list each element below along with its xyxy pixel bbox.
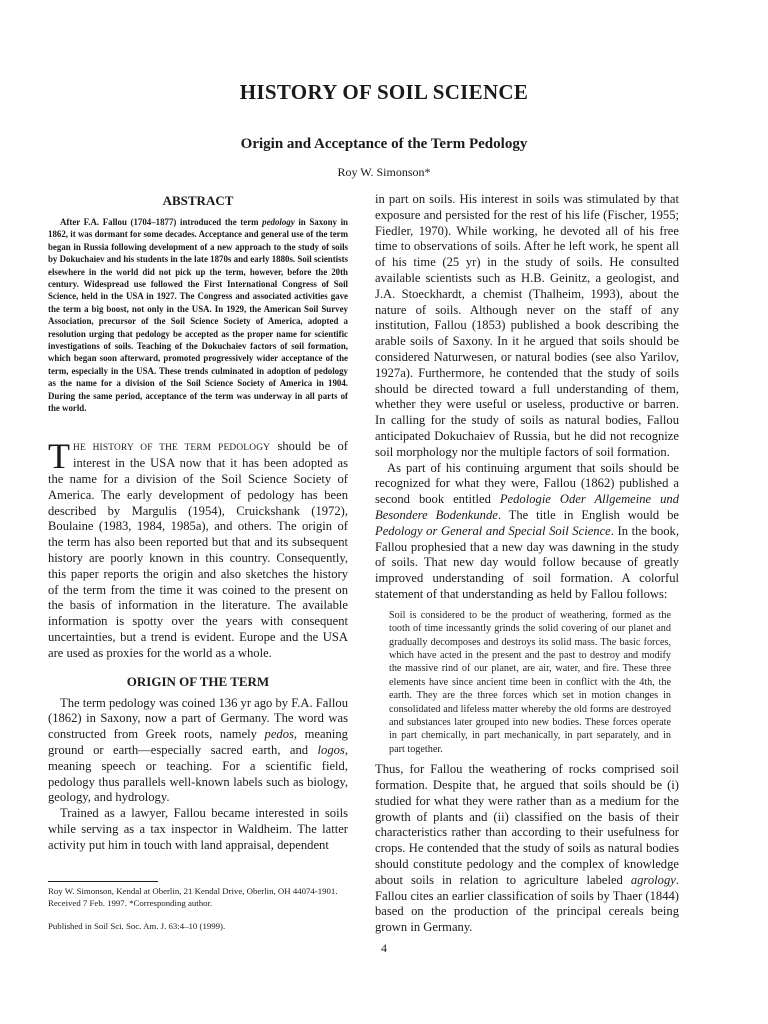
intro-lead-smallcaps: HE HISTORY OF THE TERM PEDOLOGY — [73, 442, 271, 453]
origin-paragraph-1 — [48, 696, 348, 807]
footnote-affiliation: Roy W. Simonson, Kendal at Oberlin, 21 Kendal Drive, Oberlin, OH 44074-1901. Received 7 Feb. 1997. *Corresponding author. — [48, 886, 338, 908]
paragraph-text: Thus, for Fallou the weathering of rocks comprised soil formation. Despite that, he argued that soils should be (i) studied for what they were rather than as a medium for the growth of plants and (ii) classified on the basis of their characteristics rather than according to their usefulness for crops. He contended that the study of soils as natural bodies should constitute pedology and the complex of knowledge about soils in relation to agriculture labeled — [375, 762, 679, 887]
drop-cap: T — [48, 435, 70, 476]
footnote-divider — [48, 881, 158, 882]
right-paragraph-1: in part on soils. His interest in soils was stimulated by that exposure and persisted for the rest of his life (Fischer, 1955; Fiedler, 1970). While working, he devoted all of his free time to observations of soils. After he left work, he spent all of his time (25 yr) in the study of soils. He consulted available scientists such as H.B. Geinitz, a geologist, and J.A. Stoeckhardt, a chemist (Thalheim, 1993), about the nature of soils. Although never on the staff of any institution, Fallou (1853) published a book describing the arable soils of Saxony. In it he argued that soils should be considered Naturwesen, or natural bodies (see also Yarilov, 1927a). Furthermore, he contended that the study of soils should be directed toward a full understanding of them, whether they were useful or useless, productive or barren. In calling for the study of soils as natural bodies, Fallou anticipated Dokuchaiev of Russia, but he did not recognize soil morphology nor the multiple factors of soil formation. — [375, 192, 679, 459]
paragraph-text: . The title in English would be — [497, 507, 679, 522]
paragraph-text: . In the book, Fallou prophesied that a new day was dawning in the study of soils. That new day would follow because of greatly improved understanding of soil formation. A colorful statement of that understanding as held by Fallou follows: — [375, 523, 679, 601]
paragraph-text: As part of his continuing argument that soils should be recognized for what they were, Fallou (1862) published a second book entitled — [375, 460, 679, 507]
page-number: 4 — [381, 941, 387, 955]
intro-paragraph — [48, 435, 348, 662]
abstract-text-part: After F.A. Fallou (1704–1877) introduced the term — [60, 217, 263, 227]
paper-subtitle: Origin and Acceptance of the Term Pedology — [240, 136, 528, 152]
origin-paragraph-2: Trained as a lawyer, Fallou became interested in soils while serving as a tax inspector in Waldheim. The latter activity put him in touch with land appraisal, dependent — [48, 806, 348, 852]
emphasis-logos: logos — [317, 743, 345, 758]
abstract-text — [48, 216, 348, 415]
paragraph-text: , meaning ground or earth—especially sacred earth, and — [48, 727, 348, 758]
footnote-published: Published in Soil Sci. Soc. Am. J. 63:4–10 (1999). — [48, 921, 226, 931]
intro-text: should be of interest in the USA now that it has been adopted as the name for a division of the Soil Science Society of America. The early development of pedology has been described by Margulis (1954), Cruickshank (1972), Boulaine (1983, 1984, 1985a), and others. The origin of the term has also been reported but that and its subsequent history are poorly known in this country. Consequently, this paper reports the origin and also sketches the history of the term from the time it was coined to the present on the basis of information in the literature. The available information is spotty over the years with consequent uncertainties, but a trend is evident. Europe and the USA are used as proxies for the world as a whole. — [48, 438, 348, 660]
right-paragraph-2 — [375, 461, 679, 603]
abstract-heading: ABSTRACT — [162, 193, 234, 208]
fallou-quote: Soil is considered to be the product of weathering, formed as the tooth of time incessantly grinds the solid covering of our planet and gradually decomposes and destroys its solid mass. The basic forces, which have acted in the present and the past to destroy and modify the massive rind of our planet, are air, water, and fire. These three elements have since ancient time been in conflict with the 4th, the earth. They are the three forces which set in motion changes in consolidated and lifeless matter whereby the old forms are destroyed and substances later grouped into new bodies. These forces operate in part chemically, in part mechanically, in part separately, and in part together. — [389, 609, 671, 755]
author-name: Roy W. Simonson* — [337, 165, 431, 179]
paper-title: HISTORY OF SOIL SCIENCE — [239, 80, 529, 104]
paragraph-text: , meaning speech or teaching. For a scientific field, pedology thus parallels well-known labels such as biology, geology, and hydrology. — [48, 743, 348, 805]
book-title-english: Pedology or General and Special Soil Science — [375, 523, 611, 538]
abstract-emphasis: pedology — [262, 217, 295, 227]
abstract-text-part: in Saxony in 1862, it was dormant for some decades. Acceptance and general use of the term began in Russia following development of a new approach to the study of soils by Dokuchaiev and his students in the late 1870s and early 1880s. Soil scientists elsewhere in the world did not pick up the term, however, before the 20th century. Widespread use followed the First International Congress of Soil Science, held in the USA in 1927. The Congress and associated activities gave the term a big boost, not only in the USA. In 1929, the American Soil Survey Association, precursor of the Soil Science Society of America, adopted a resolution urging that pedology be accepted as the proper name for scientific investigations of soils. Teaching of the Dokuchaiev factors of soil formation, which began soon afterward, promoted progressively wider acceptance of the term, especially in the USA. These trends culminated in adoption of pedology as the name for a division of the Soil Science Society of America in 1904. During the same period, acceptance of the term was underway in all parts of the world. — [48, 217, 348, 414]
left-column — [48, 192, 348, 854]
emphasis-agrology: agrology — [630, 872, 676, 887]
right-paragraph-3 — [375, 762, 679, 936]
emphasis-pedos: pedos — [264, 727, 294, 742]
book-title-german: Pedologie Oder Allgemeine und Besondere Bodenkunde — [375, 492, 680, 522]
paragraph-text: . Fallou cites an earlier classification of soils by Thaer (1844) based on the production of the principal cereals being grown in Germany. — [375, 872, 679, 935]
paragraph-text: The term pedology was coined 136 yr ago by F.A. Fallou (1862) in Saxony, now a part of Germany. The word was constructed from Greek roots, namely — [48, 695, 348, 742]
right-column — [375, 192, 679, 936]
section-heading-origin: ORIGIN OF THE TERM — [126, 673, 270, 689]
